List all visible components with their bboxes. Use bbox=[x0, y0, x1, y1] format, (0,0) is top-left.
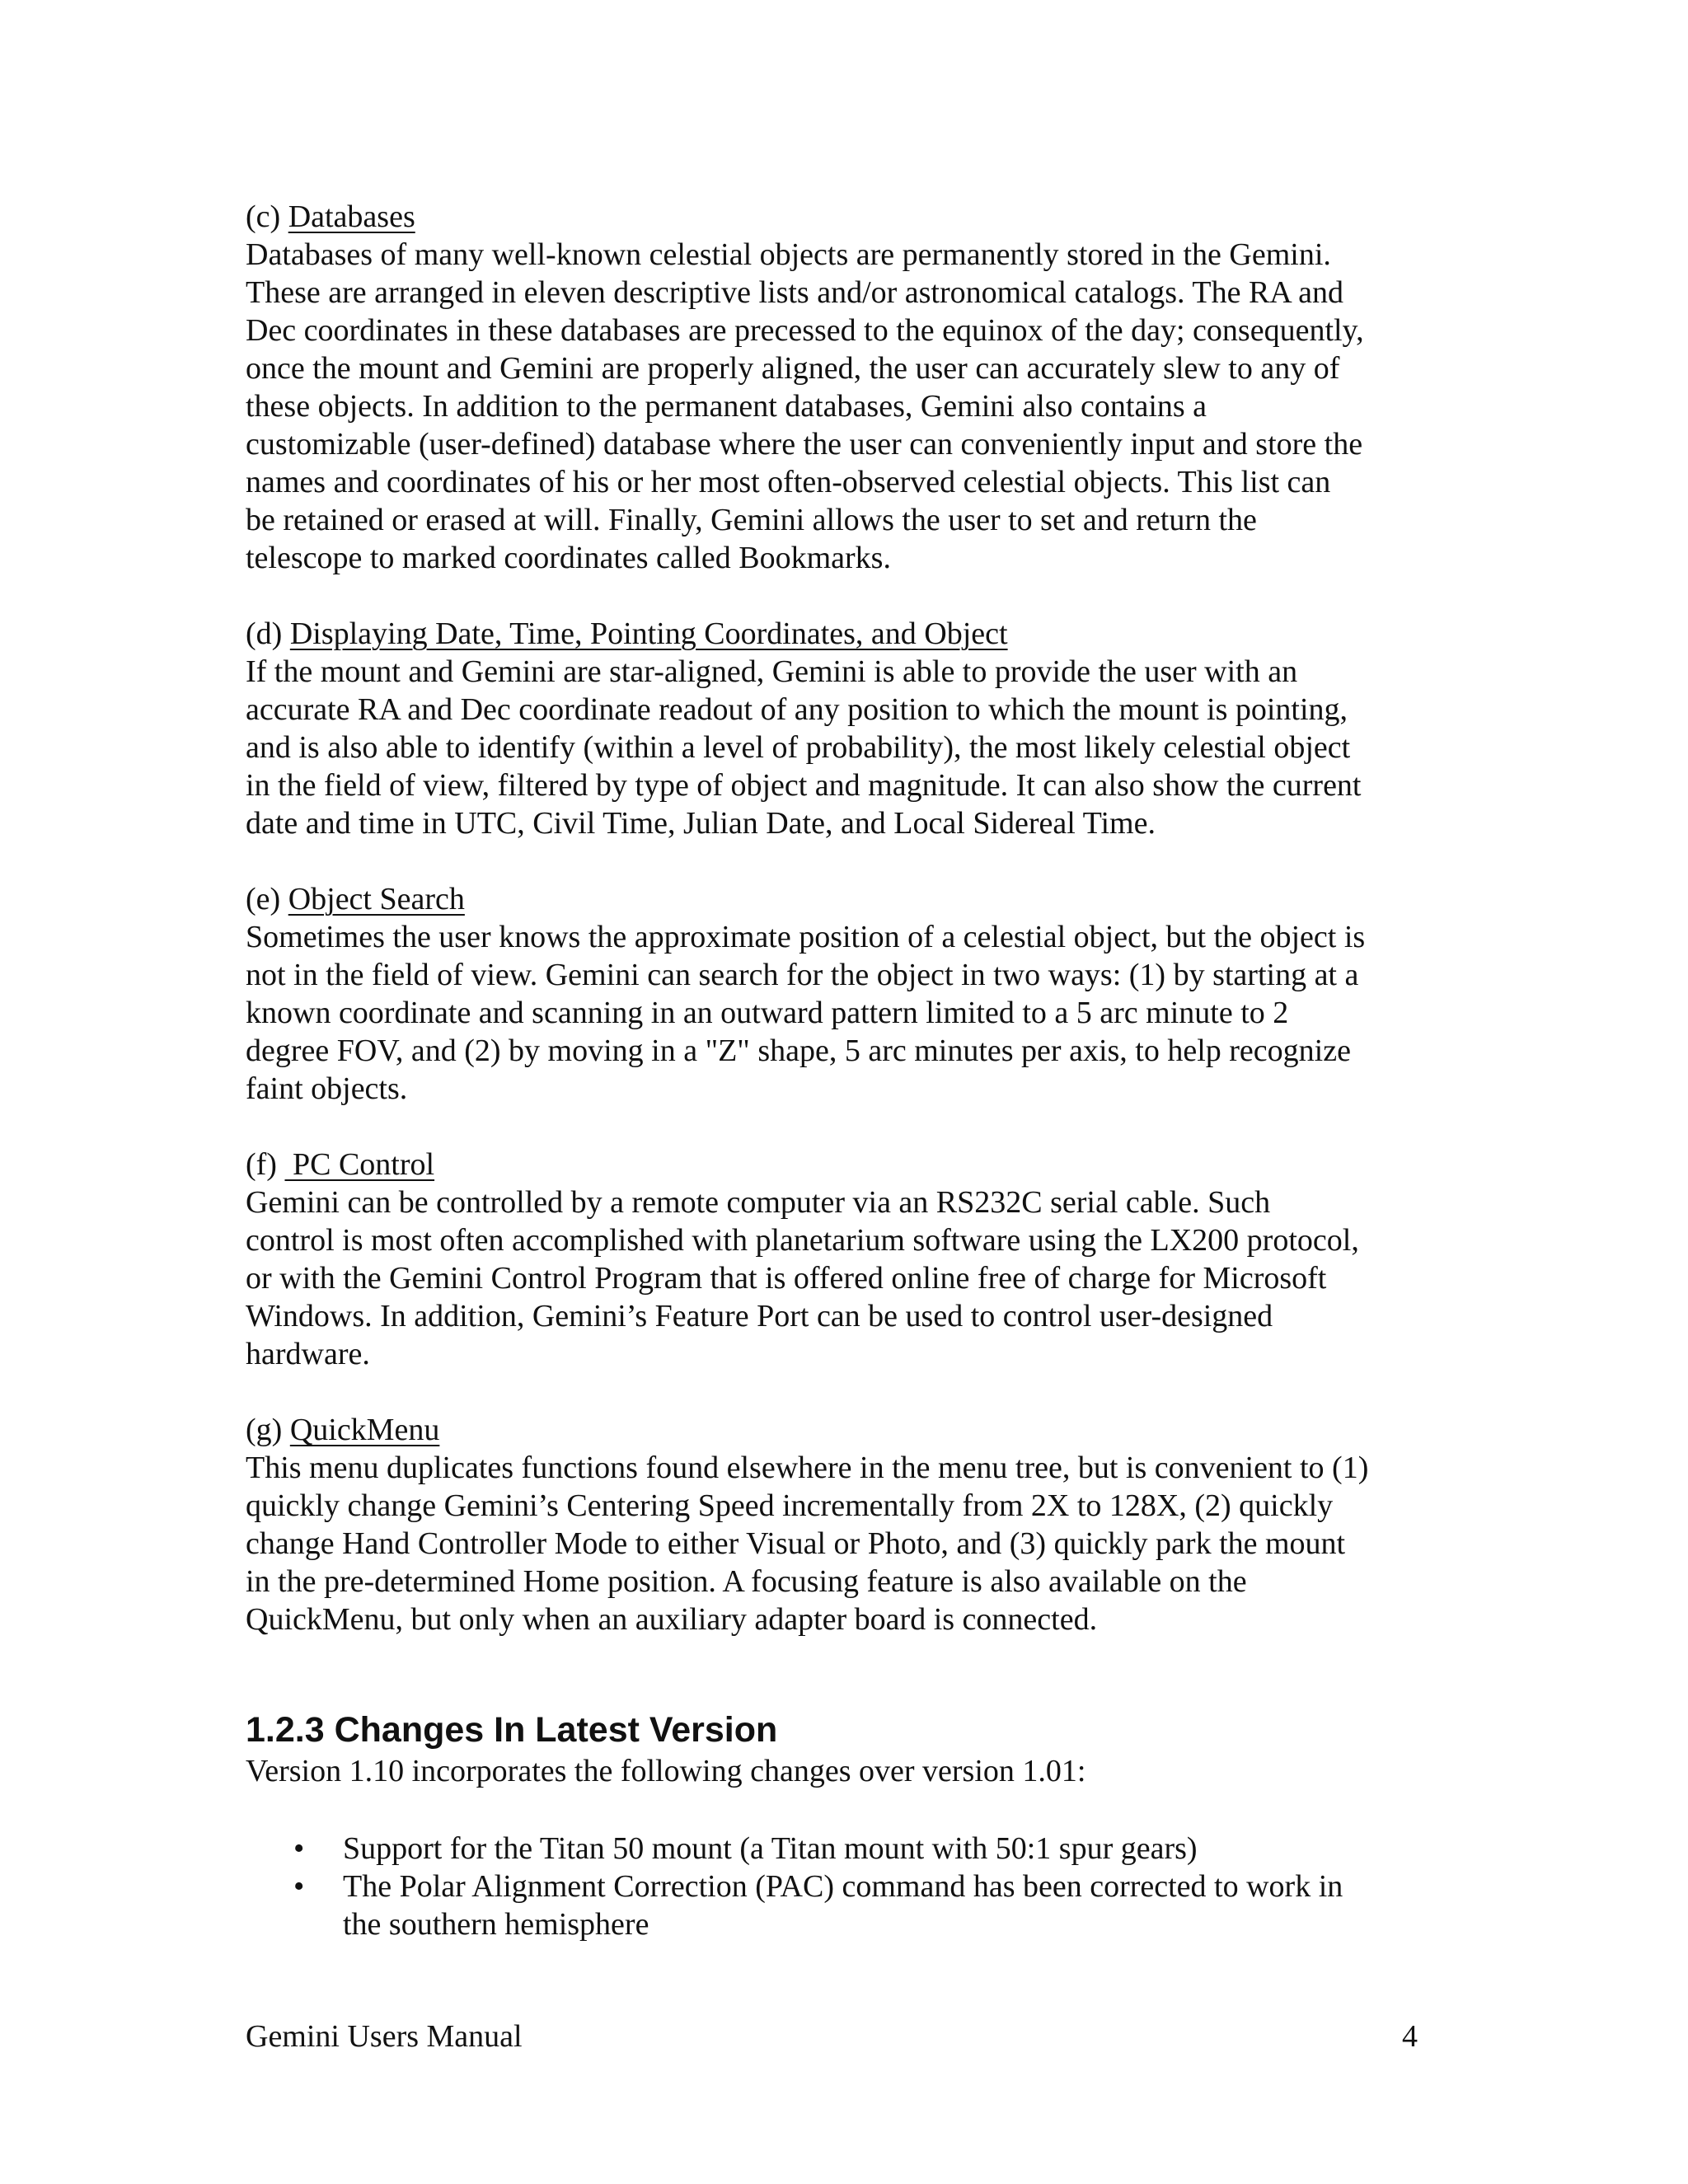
text-line: Gemini can be controlled by a remote computer via an RS232C serial cable. Such bbox=[246, 1185, 1271, 1220]
section-marker: (d) bbox=[246, 616, 290, 651]
text-line: names and coordinates of his or her most often-observed celestial objects. This list can bbox=[246, 465, 1331, 499]
text-line: Databases of many well-known celestial objects are permanently stored in the Gemini. bbox=[246, 237, 1331, 272]
changes-intro: Version 1.10 incorporates the following changes over version 1.01: bbox=[246, 1754, 1086, 1788]
section-paragraph bbox=[246, 1449, 1449, 1638]
section-name: Object Search bbox=[288, 882, 465, 916]
section-heading-changes: 1.2.3 Changes In Latest Version bbox=[246, 1710, 778, 1750]
changes-list bbox=[246, 1830, 1449, 1943]
text-line: date and time in UTC, Civil Time, Julian Date, and Local Sidereal Time. bbox=[246, 806, 1156, 841]
text-line: customizable (user-defined) database where the user can conveniently input and store the bbox=[246, 427, 1363, 462]
text-line: hardware. bbox=[246, 1337, 370, 1371]
text-line: These are arranged in eleven descriptive lists and/or astronomical catalogs. The RA and bbox=[246, 275, 1344, 310]
text-line: or with the Gemini Control Program that is offered online free of charge for Microsoft bbox=[246, 1261, 1327, 1296]
text-line: The Polar Alignment Correction (PAC) command has been corrected to work in bbox=[343, 1869, 1343, 1904]
text-line: Windows. In addition, Gemini’s Feature Port can be used to control user-designed bbox=[246, 1299, 1273, 1333]
bullet-icon: • bbox=[293, 1831, 305, 1866]
text-line: in the pre-determined Home position. A focusing feature is also available on the bbox=[246, 1564, 1247, 1599]
text-line: faint objects. bbox=[246, 1071, 408, 1106]
section-name: QuickMenu bbox=[289, 1413, 440, 1447]
text-line: If the mount and Gemini are star-aligned, Gemini is able to provide the user with an bbox=[246, 654, 1298, 689]
text-line: QuickMenu, but only when an auxiliary adapter board is connected. bbox=[246, 1602, 1098, 1637]
section-pc-control bbox=[246, 1146, 1449, 1373]
text-line: be retained or erased at will. Finally, Gemini allows the user to set and return the bbox=[246, 503, 1257, 537]
section-name: PC Control bbox=[284, 1147, 435, 1182]
text-line: in the field of view, filtered by type of object and magnitude. It can also show the current bbox=[246, 768, 1362, 803]
text-line: and is also able to identify (within a level of probability), the most likely celestial object bbox=[246, 730, 1351, 765]
list-item bbox=[246, 1868, 1449, 1943]
section-paragraph bbox=[246, 236, 1449, 577]
section-databases bbox=[246, 198, 1449, 577]
section-title bbox=[246, 615, 1449, 653]
text-line: once the mount and Gemini are properly aligned, the user can accurately slew to any of bbox=[246, 351, 1340, 386]
text-line: not in the field of view. Gemini can search for the object in two ways: (1) by starting at a bbox=[246, 958, 1359, 992]
section-displaying bbox=[246, 615, 1449, 842]
text-line: Support for the Titan 50 mount (a Titan mount with 50:1 spur gears) bbox=[343, 1831, 1198, 1866]
section-marker: (c) bbox=[246, 199, 288, 234]
bullet-icon: • bbox=[293, 1869, 305, 1904]
text-line: degree FOV, and (2) by moving in a "Z" shape, 5 arc minutes per axis, to help recognize bbox=[246, 1033, 1351, 1068]
section-quickmenu bbox=[246, 1411, 1449, 1638]
section-marker: (f) bbox=[246, 1147, 285, 1182]
text-line: accurate RA and Dec coordinate readout of any position to which the mount is pointing, bbox=[246, 692, 1348, 727]
text-line: This menu duplicates functions found elsewhere in the menu tree, but is convenient to (1) bbox=[246, 1451, 1369, 1485]
section-name: Databases bbox=[288, 199, 415, 234]
text-line: change Hand Controller Mode to either Visual or Photo, and (3) quickly park the mount bbox=[246, 1526, 1346, 1561]
section-object-search bbox=[246, 880, 1449, 1108]
section-title bbox=[246, 198, 1449, 236]
section-paragraph bbox=[246, 918, 1449, 1108]
section-title bbox=[246, 1146, 1449, 1183]
page-content bbox=[246, 198, 1449, 1943]
list-item bbox=[246, 1830, 1449, 1868]
text-line: quickly change Gemini’s Centering Speed incrementally from 2X to 128X, (2) quickly bbox=[246, 1488, 1334, 1523]
section-title bbox=[246, 880, 1449, 918]
text-line: the southern hemisphere bbox=[343, 1907, 649, 1942]
section-name: Displaying Date, Time, Pointing Coordinates, and Object bbox=[289, 616, 1008, 651]
footer-title: Gemini Users Manual bbox=[246, 2019, 523, 2054]
text-line: these objects. In addition to the permanent databases, Gemini also contains a bbox=[246, 389, 1207, 424]
text-line: control is most often accomplished with planetarium software using the LX200 protocol, bbox=[246, 1223, 1359, 1258]
text-line: known coordinate and scanning in an outward pattern limited to a 5 arc minute to 2 bbox=[246, 996, 1289, 1030]
section-marker: (g) bbox=[246, 1413, 290, 1447]
section-paragraph bbox=[246, 1183, 1449, 1373]
section-marker: (e) bbox=[246, 882, 288, 916]
section-title bbox=[246, 1411, 1449, 1449]
text-line: Sometimes the user knows the approximate position of a celestial object, but the object is bbox=[246, 920, 1366, 954]
text-line: Dec coordinates in these databases are precessed to the equinox of the day; consequently, bbox=[246, 313, 1364, 348]
text-line: telescope to marked coordinates called Bookmarks. bbox=[246, 541, 891, 575]
page-number: 4 bbox=[1402, 2019, 1418, 2054]
section-paragraph bbox=[246, 653, 1449, 842]
